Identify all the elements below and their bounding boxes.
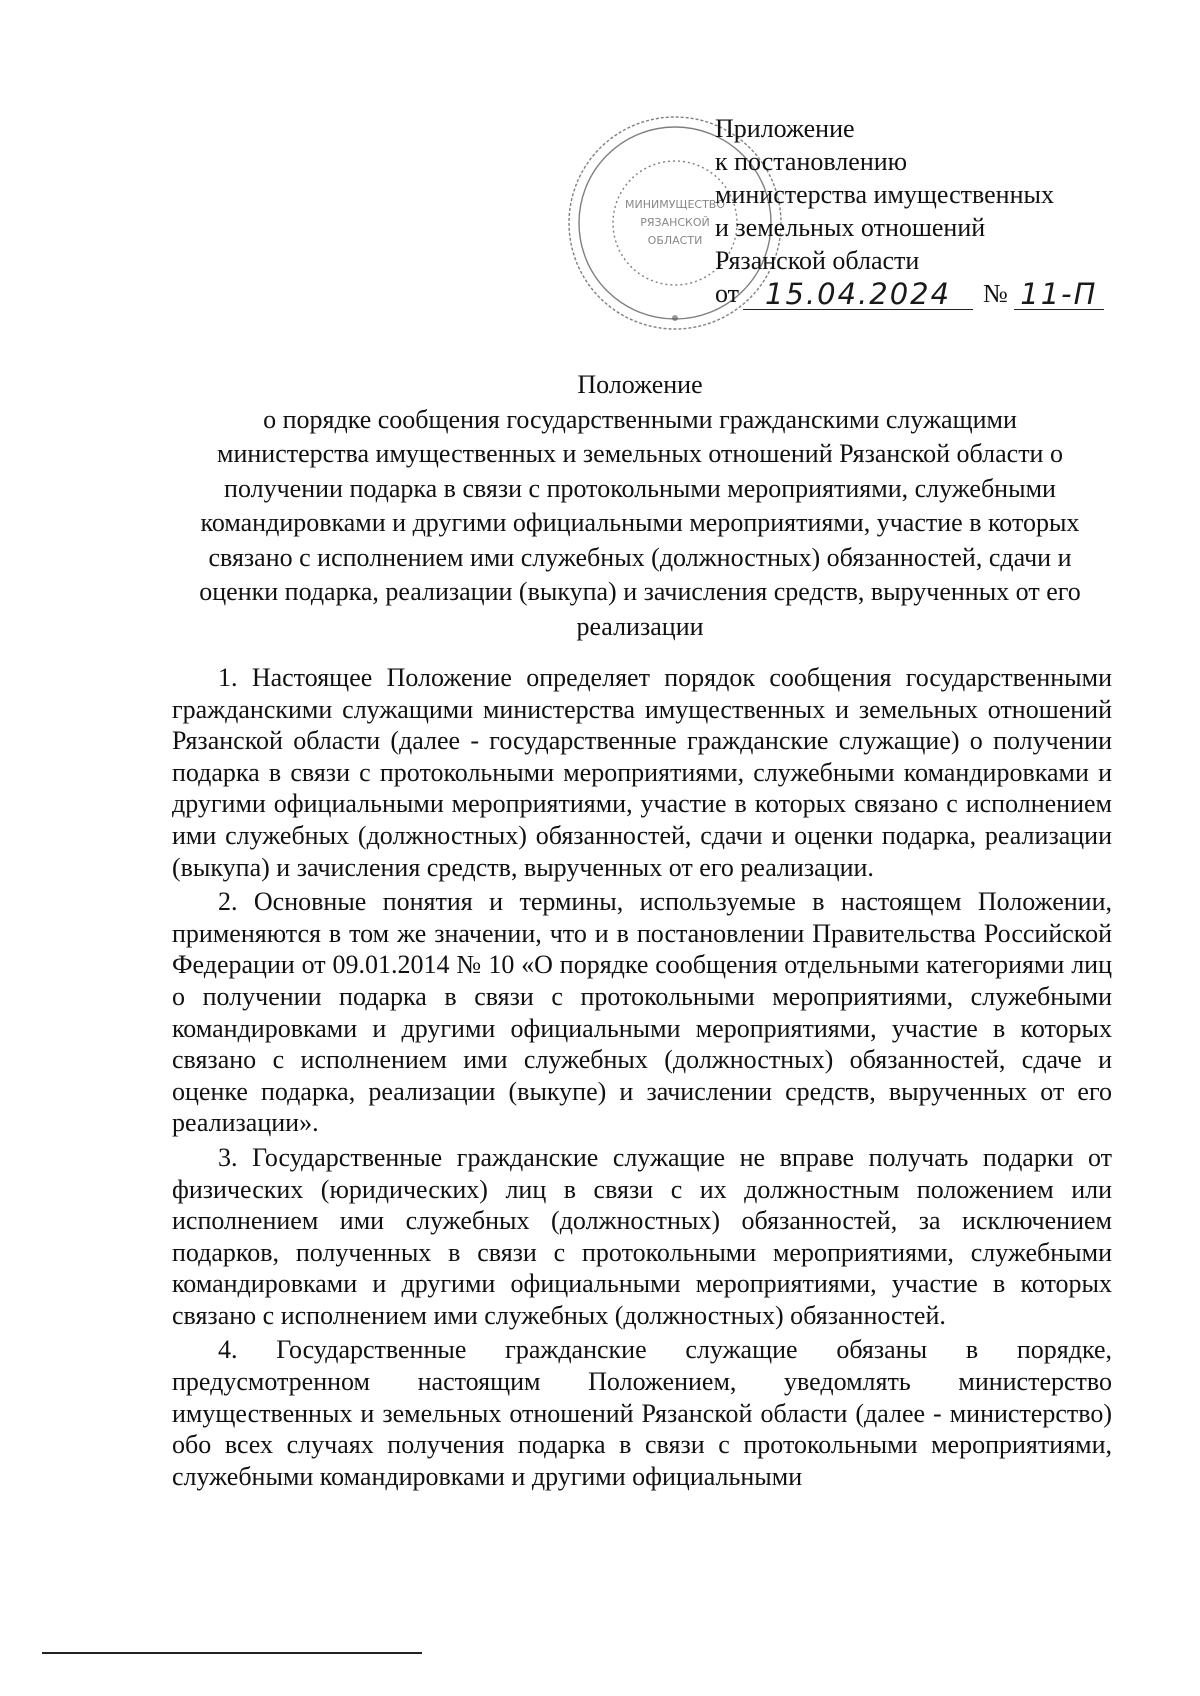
date-number-row: [715, 277, 1135, 310]
title-subheading: о порядке сообщения государственными гражданскими служащими министерства имущественных и земельных отношений Рязанской области о получении подарка в связи с протокольными мероприятиями, служебными командировками и другими официальными мероприятиями, участие в которых связано с исполнением ими служебных (должностных) обязанностей, сдачи и оценки подарка, реализации (выкупа) и зачисления средств, вырученных от его реализации: [199, 404, 1081, 641]
seal-center-line-2: РЯЗАНСКОЙ: [640, 216, 710, 229]
number-label: №: [983, 279, 1008, 308]
document-title: [170, 368, 1110, 644]
paragraph-2: 2. Основные понятия и термины, используемые в настоящем Положении, применяются в том же значении, что и в постановлении Правительства Российской Федерации от 09.01.2014 № 10 «О порядке сообщения отдельными категориями лиц о получении подарка в связи с протокольными мероприятиями, служебными командировками и другими официальными мероприятиями, участие в которых связано с исполнением ими служебных (должностных) обязанностей, сдаче и оценке подарка, реализации (выкупе) и зачислении средств, вырученных от его реализации».: [172, 887, 1112, 1138]
appendix-line-4: и земельных отношений: [715, 213, 986, 242]
title-heading: Положение: [577, 370, 703, 399]
appendix-line-3: министерства имущественных: [715, 180, 1054, 209]
appendix-line-1: Приложение: [715, 114, 855, 143]
paragraph-4: 4. Государственные гражданские служащие обязаны в порядке, предусмотренном настоящим Положением, уведомлять министерство имущественных и земельных отношений Рязанской области (далее - министерство) обо всех случаях получения подарка в связи с протокольными мероприятиями, служебными командировками и другими официальными: [172, 1335, 1112, 1491]
appendix-line-5: Рязанской области: [715, 246, 920, 275]
appendix-block: [715, 112, 1135, 310]
seal-star-mark: [672, 315, 678, 321]
footer-rule: [42, 1652, 422, 1654]
date-prefix: от: [715, 279, 740, 308]
handwritten-number: 11-П: [1014, 279, 1104, 310]
seal-center-line-1: МИНИМУЩЕСТВО: [625, 198, 725, 211]
paragraph-1: 1. Настоящее Положение определяет порядок сообщения государственными гражданскими служащими министерства имущественных и земельных отношений Рязанской области (далее - государственные гражданские служащие) о получении подарка в связи с протокольными мероприятиями, служебными командировками и другими официальными мероприятиями, участие в которых связано с исполнением ими служебных (должностных) обязанностей, сдачи и оценки подарка, реализации (выкупа) и зачисления средств, вырученных от его реализации.: [172, 663, 1112, 882]
handwritten-date: 15.04.2024: [743, 279, 973, 310]
appendix-line-2: к постановлению: [715, 147, 908, 176]
document-body: [172, 662, 1112, 1495]
seal-center-line-3: ОБЛАСТИ: [647, 234, 703, 247]
paragraph-3: 3. Государственные гражданские служащие не вправе получать подарки от физических (юридических) лиц в связи с их должностным положением или исполнением ими служебных (должностных) обязанностей, за исключением подарков, полученных в связи с протокольными мероприятиями, служебными командировками и другими официальными мероприятиями, участие в которых связано с исполнением ими служебных (должностных) обязанностей.: [172, 1142, 1112, 1330]
